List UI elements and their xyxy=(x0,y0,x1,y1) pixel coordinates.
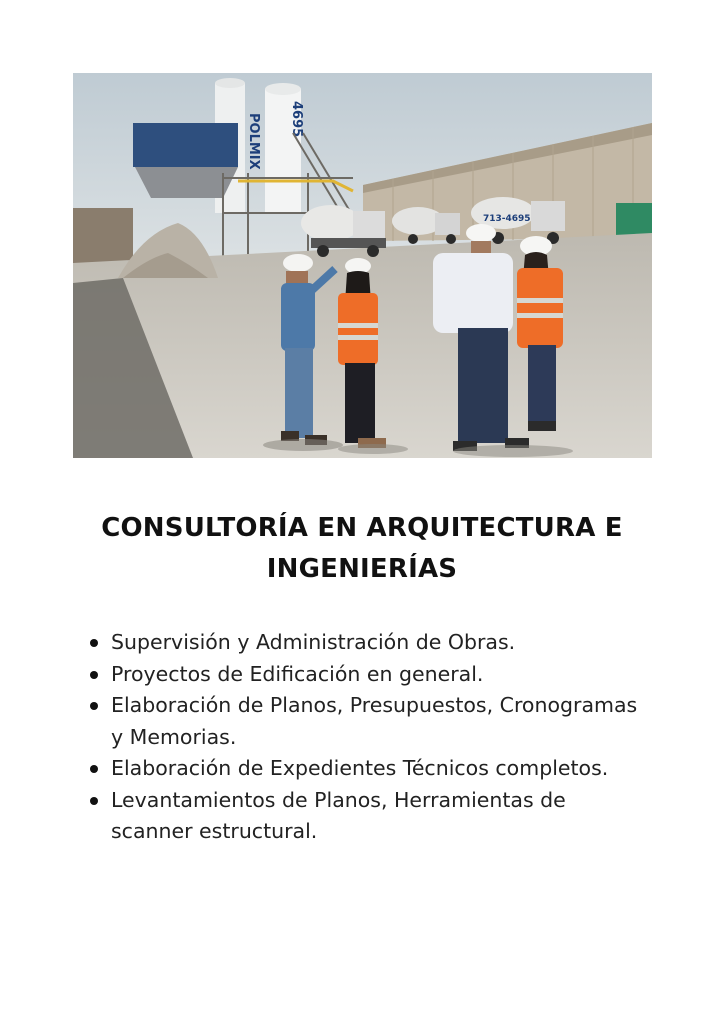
list-item: Elaboración de Expedientes Técnicos completos. xyxy=(88,753,648,785)
list-item: Elaboración de Planos, Presupuestos, Cronogramas y Memorias. xyxy=(88,690,648,753)
construction-site-illustration xyxy=(73,73,652,458)
silo-brand-text: POLMIX xyxy=(246,113,261,170)
list-item: Supervisión y Administración de Obras. xyxy=(88,627,648,659)
list-item: Levantamientos de Planos, Herramientas de scanner estructural. xyxy=(88,785,648,848)
list-item: Proyectos de Edificación en general. xyxy=(88,659,648,691)
title-line-1: CONSULTORÍA EN ARQUITECTURA E xyxy=(101,513,623,543)
page-title xyxy=(60,508,664,590)
construction-site-photo xyxy=(73,73,652,458)
silo-number-text: 4695 xyxy=(289,101,304,138)
services-list xyxy=(88,627,648,848)
truck-number-text: 713-4695 xyxy=(483,214,531,224)
title-line-2: INGENIERÍAS xyxy=(266,554,458,584)
